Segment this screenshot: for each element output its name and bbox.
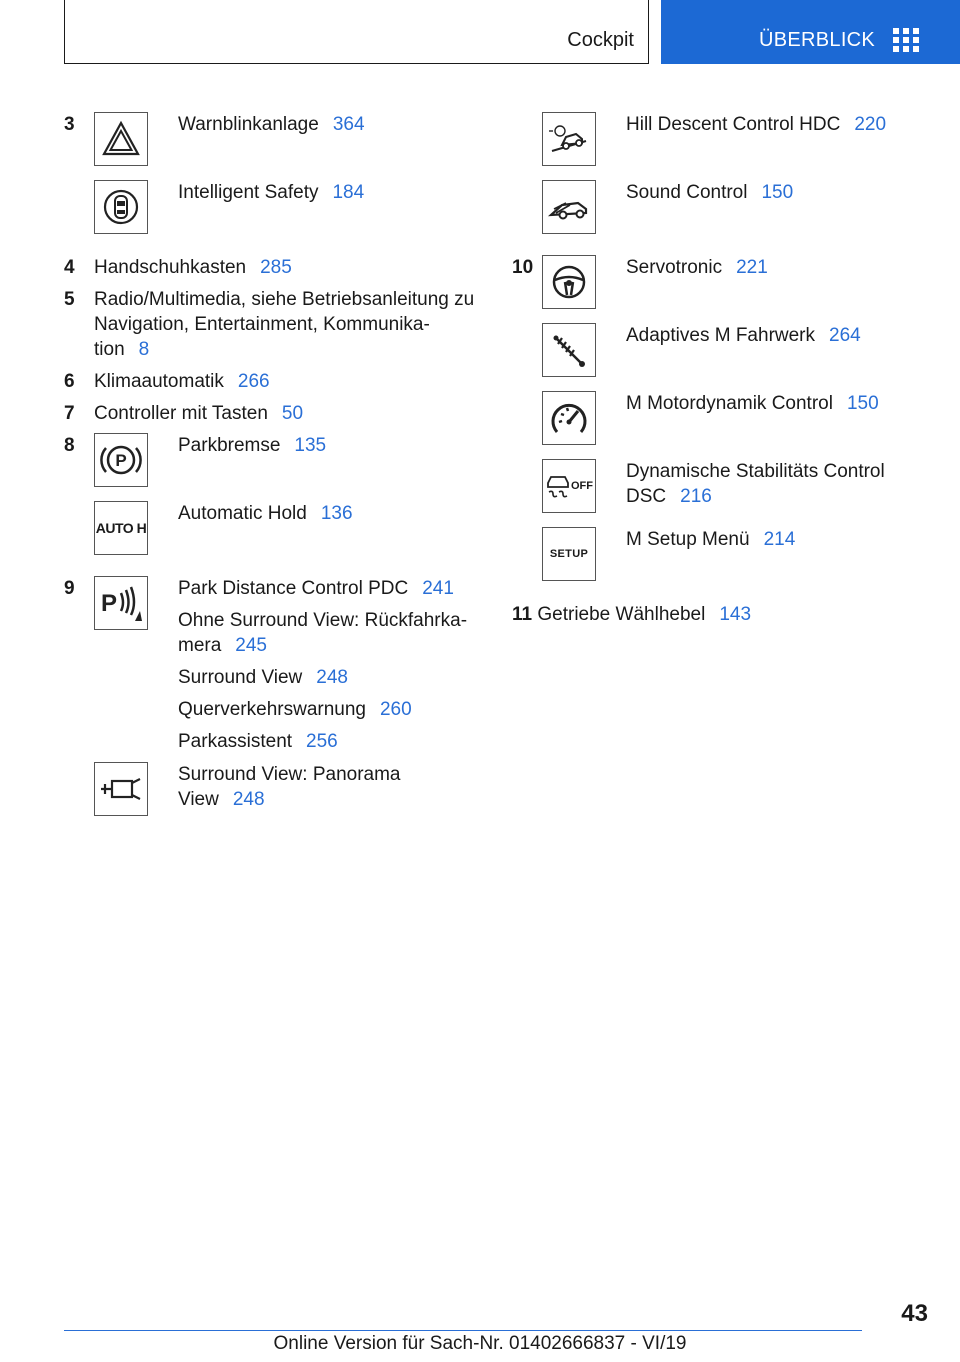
item-label: Sound Control [626, 182, 748, 203]
suspension-icon [542, 323, 596, 377]
item-label: Parkbremse [178, 435, 281, 456]
item-label-line3: tion [94, 339, 125, 360]
item-label: Surround View: Panorama [178, 764, 401, 785]
page-ref-link[interactable]: 256 [306, 731, 338, 752]
page-ref-link[interactable]: 285 [260, 257, 292, 278]
page-ref-link[interactable]: 143 [719, 604, 752, 625]
list-item-3a [64, 112, 484, 180]
item-label: Surround View [178, 667, 303, 688]
list-item-7 [64, 401, 484, 426]
page-ref-link[interactable]: 184 [332, 182, 365, 203]
item-number: 6 [64, 371, 75, 392]
chapter-tab[interactable] [661, 0, 960, 64]
setup-icon [542, 527, 596, 581]
svg-text:P: P [115, 451, 127, 470]
panorama-view-icon [94, 762, 148, 816]
list-item-10d [512, 459, 932, 527]
svg-text:P: P [101, 590, 118, 617]
item-label: Hill Descent Control HDC [626, 114, 841, 135]
page-ref-link[interactable]: 260 [379, 699, 412, 720]
page-ref-link[interactable]: 150 [761, 182, 794, 203]
item-number: 3 [64, 114, 75, 135]
item-label-cont: mera [178, 635, 222, 656]
hill-descent-control-icon [542, 112, 596, 166]
item-number: 8 [64, 435, 75, 456]
item-label: Adaptives M Fahrwerk [626, 325, 816, 346]
list-item-8a [64, 433, 484, 501]
auto-hold-icon-text: AUTO H [95, 520, 147, 536]
item-label: Servotronic [626, 257, 723, 278]
page-ref-link[interactable]: 220 [854, 114, 887, 135]
list-item-5 [64, 287, 484, 362]
item-label: M Motordynamik Control [626, 393, 833, 414]
item-label: Ohne Surround View: Rückfahrka- [178, 610, 468, 631]
page-number: 43 [901, 1300, 928, 1327]
intelligent-safety-icon [94, 180, 148, 234]
sound-control-icon [542, 180, 596, 234]
page-ref-link[interactable]: 221 [736, 257, 768, 278]
footer-text: Online Version für Sach-Nr. 01402666837 - VI/19 [273, 1333, 687, 1354]
list-item-3b [64, 180, 484, 255]
page-ref-link[interactable]: 150 [846, 393, 879, 414]
page-ref-link[interactable]: 248 [232, 789, 265, 810]
grid-icon[interactable] [893, 28, 919, 52]
right-column [512, 112, 932, 634]
item-number: 5 [64, 289, 75, 310]
item-label: Intelligent Safety [178, 182, 319, 203]
section-title: Cockpit [567, 29, 634, 51]
page-ref-link[interactable]: 266 [237, 371, 270, 392]
item-number: 11 [512, 604, 533, 625]
item-number: 7 [64, 403, 75, 424]
page-ref-link[interactable]: 216 [680, 486, 712, 507]
item-label: Getriebe Wählhebel [537, 604, 706, 625]
chapter-title: ÜBERBLICK [759, 29, 876, 51]
list-item-10c [512, 391, 932, 459]
auto-hold-icon [94, 501, 148, 555]
item-number: 4 [64, 257, 75, 278]
list-item-4 [64, 255, 484, 280]
list-item-hdc [512, 112, 932, 180]
list-item-10a [512, 255, 932, 323]
list-item-9b [64, 762, 484, 822]
item-label-cont: View [178, 789, 219, 810]
parking-brake-icon [94, 433, 148, 487]
page-ref-link[interactable]: 241 [422, 578, 454, 599]
item-label-line1: Radio/Multimedia, siehe Betriebsanleitung zu [94, 289, 475, 310]
item-label: Klimaautomatik [94, 371, 224, 392]
page-ref-link[interactable]: 245 [235, 635, 267, 656]
hazard-warning-icon [94, 112, 148, 166]
park-distance-control-icon [94, 576, 148, 630]
list-item-6 [64, 369, 484, 394]
page-ref-link[interactable]: 136 [320, 503, 353, 524]
item-label: Querverkehrswarnung [178, 699, 366, 720]
footer-divider [64, 1330, 862, 1331]
list-item-sound [512, 180, 932, 255]
left-column [64, 112, 484, 822]
speedometer-icon [542, 391, 596, 445]
header-section-box [64, 0, 649, 64]
page-ref-link[interactable]: 214 [763, 529, 796, 550]
list-item-10e [512, 527, 932, 602]
item-label: Dynamische Stabilitäts Control [626, 461, 885, 482]
item-label: Warnblinkanlage [178, 114, 319, 135]
steering-wheel-icon [542, 255, 596, 309]
item-label: M Setup Menü [626, 529, 750, 550]
setup-icon-text: SETUP [549, 548, 589, 560]
item-label: Handschuhkasten [94, 257, 247, 278]
list-item-10b [512, 323, 932, 391]
page-ref-link[interactable]: 135 [294, 435, 327, 456]
page-ref-link[interactable]: 50 [281, 403, 304, 424]
list-item-11 [512, 602, 932, 627]
page-ref-link[interactable]: 8 [138, 339, 150, 360]
page-ref-link[interactable]: 264 [829, 325, 861, 346]
dsc-off-icon-text: OFF [571, 480, 593, 492]
list-item-8b [64, 501, 484, 576]
item-label: Parkassistent [178, 731, 293, 752]
page-ref-link[interactable]: 248 [316, 667, 348, 688]
item-number: 9 [64, 578, 75, 599]
item-number: 10 [512, 257, 534, 278]
item-label-line2: Navigation, Entertainment, Kommunika- [94, 314, 430, 335]
item-label: Controller mit Tasten [94, 403, 268, 424]
item-label-cont: DSC [626, 486, 667, 507]
page-ref-link[interactable]: 364 [332, 114, 365, 135]
dsc-off-icon [542, 459, 596, 513]
list-item-9a [64, 576, 484, 762]
item-label: Park Distance Control PDC [178, 578, 409, 599]
item-label: Automatic Hold [178, 503, 307, 524]
